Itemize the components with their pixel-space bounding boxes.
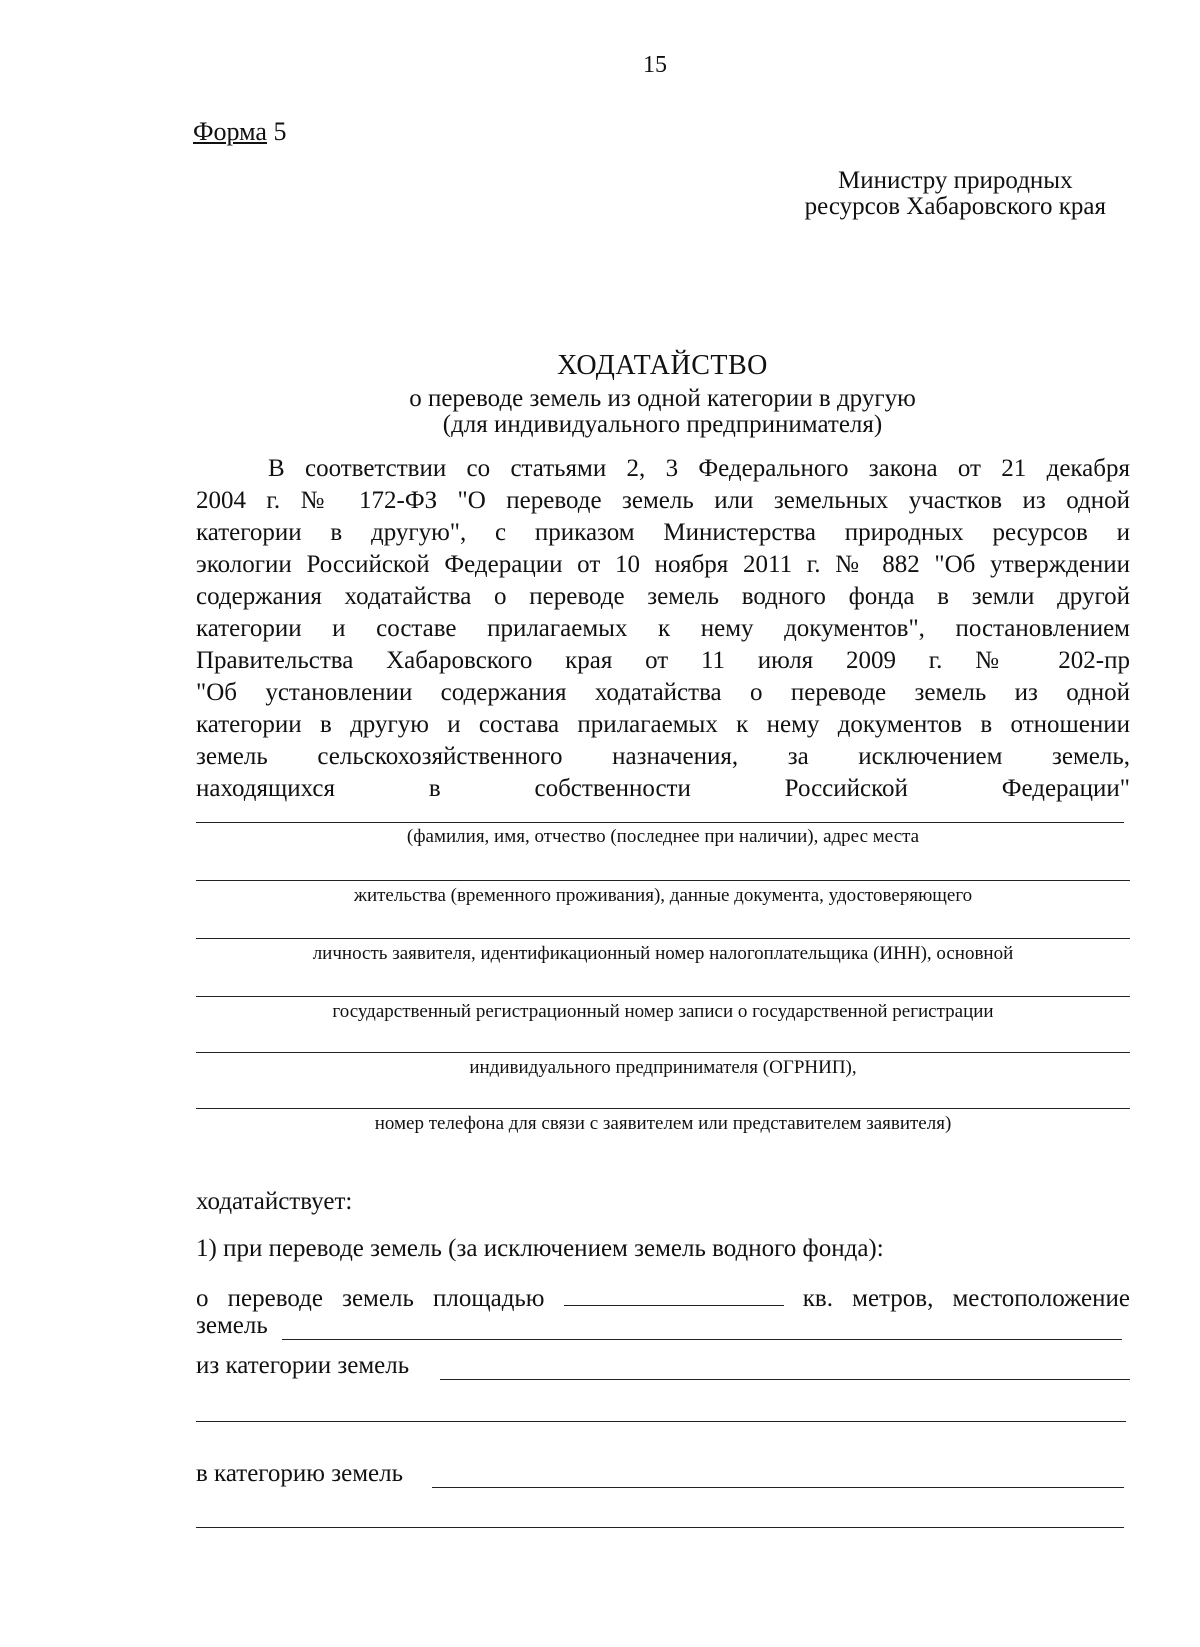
addressee-line-1: Министру природных [838,167,1073,194]
addressee-line-2: ресурсов Хабаровского края [804,193,1106,220]
area-suffix: кв. метров, местоположение [802,1285,1130,1312]
intro-paragraph-line: "Об установлении содержания ходатайства о переводе земель из одной [196,679,1130,706]
field-caption: личность заявителя, идентификационный номер налогоплательщика (ИНН), основной [312,943,1014,964]
location-label: земель [196,1312,268,1339]
intro-paragraph-line: 2004 г. № 172-ФЗ "О переводе земель или земельных участков из одной [196,487,1130,514]
intro-paragraph-line: Правительства Хабаровского края от 11 июля 2009 г. № 202-пр [196,647,1130,674]
area-line [196,1281,1130,1313]
document-title: ХОДАТАЙСТВО [557,350,768,381]
intro-paragraph-line: экологии Российской Федерации от 10 ноября 2011 г. № 882 "Об утверждении [196,551,1130,578]
area-fill-line[interactable] [564,1281,784,1306]
applicant-fill-line[interactable] [196,1108,1130,1109]
intro-paragraph-line: содержания ходатайства о переводе земель водного фонда в земли другой [196,583,1130,610]
from-category-fill-line[interactable] [440,1379,1130,1380]
field-caption: государственный регистрационный номер записи о государственной регистрации [332,1001,994,1022]
intro-paragraph-line: находящихся в собственности Российской Федерации" [196,775,1130,802]
intro-paragraph-line: В соответствии со статьями 2, 3 Федерального закона от 21 декабря [268,455,1130,482]
field-caption: номер телефона для связи с заявителем или представителем заявителя) [374,1113,952,1134]
field-caption: (фамилия, имя, отчество (последнее при наличии), адрес места [406,826,920,847]
document-subtitle [0,386,1200,438]
subtitle-line-2: (для индивидуального предпринимателя) [442,411,883,438]
applicant-fill-line[interactable] [196,822,1124,823]
applicant-fill-line[interactable] [196,938,1130,939]
item1-heading: 1) при переводе земель (за исключением земель водного фонда): [196,1235,884,1262]
field-caption: жительства (временного проживания), данные документа, удостоверяющего [353,885,973,906]
form-label-number: 5 [273,117,287,146]
to-category-label: в категорию земель [196,1460,403,1487]
intro-paragraph-line: категории и составе прилагаемых к нему документов", постановлением [196,615,1130,642]
from-category-label: из категории земель [196,1352,410,1379]
intro-paragraph-line: категории в другую и состава прилагаемых к нему документов в отношении [196,711,1130,738]
area-prefix: о переводе земель площадью [196,1285,545,1312]
to-category-fill-line[interactable] [432,1487,1124,1488]
to-category-fill-line-2[interactable] [196,1527,1124,1528]
intro-paragraph-line: земель сельскохозяйственного назначения, за исключением земель, [196,743,1130,770]
applicant-fill-line[interactable] [196,880,1130,881]
field-caption: индивидуального предпринимателя (ОГРНИП), [469,1057,857,1078]
applicant-fill-line[interactable] [196,1052,1130,1053]
form-label [193,117,286,147]
applicant-fill-line[interactable] [196,996,1130,997]
petitions-label: ходатайствует: [196,1188,353,1215]
subtitle-line-1: о переводе земель из одной категории в другую [409,385,916,412]
location-fill-line[interactable] [282,1339,1122,1340]
from-category-fill-line-2[interactable] [196,1421,1126,1422]
addressee-block [805,168,1106,220]
form-label-word: Форма [193,117,267,146]
intro-paragraph-line: категории в другую", с приказом Министерства природных ресурсов и [196,519,1130,546]
page-number: 15 [643,52,667,78]
